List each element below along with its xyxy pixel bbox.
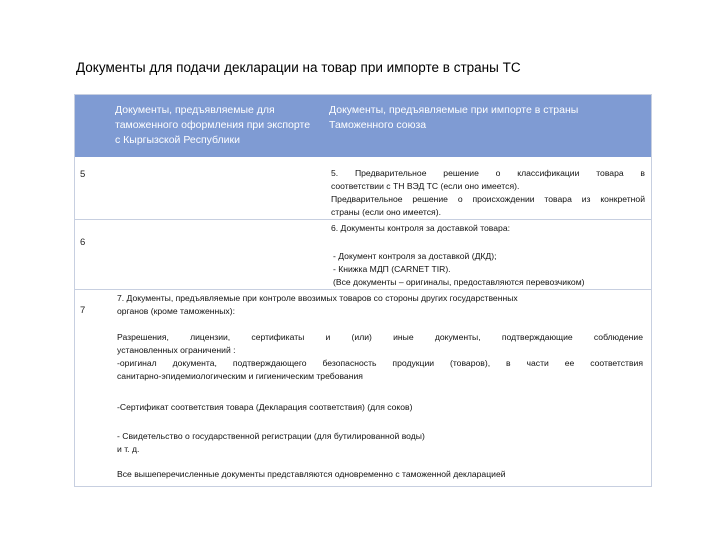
row7-para1-line3: -оригинал документа, подтверждающего безопасность продукции (товаров), в части ее соответствия <box>117 358 643 368</box>
row-divider <box>75 289 651 290</box>
row5-line3: Предварительное решение о происхождении товара из конкретной <box>331 194 645 204</box>
row-number-6: 6 <box>80 237 86 248</box>
documents-table <box>74 94 652 487</box>
table-header <box>75 95 651 157</box>
row7-heading-line2: органов (кроме таможенных): <box>117 306 235 316</box>
row7-para1-line4: санитарно-эпидемиологическим и гигиеническим требования <box>117 371 363 381</box>
row-divider <box>75 219 651 220</box>
row6-heading: 6. Документы контроля за доставкой товара: <box>331 223 511 233</box>
row-number-5: 5 <box>80 169 86 180</box>
row5-line1: 5. Предварительное решение о классификации товара в <box>331 168 645 178</box>
row5-line2: соответствии с ТН ВЭД ТС (если оно имеется). <box>331 181 520 191</box>
row7-para4: Все вышеперечисленные документы представляются одновременно с таможенной декларацией <box>117 469 506 479</box>
row7-para1-line2: установленных ограничений : <box>117 345 236 355</box>
row7-para3-line2: и т. д. <box>117 444 140 454</box>
row7-para1-line1: Разрешения, лицензии, сертификаты и (или) иные документы, подтверждающие соблюдение <box>117 332 643 342</box>
page-title: Документы для подачи декларации на товар при импорте в страны ТС <box>76 60 521 75</box>
row5-line4: страны (если оно имеется). <box>331 207 441 217</box>
row-number-7: 7 <box>80 305 86 316</box>
row6-note: (Все документы – оригиналы, предоставляются перевозчиком) <box>333 277 585 287</box>
row6-item1: - Документ контроля за доставкой (ДКД); <box>333 251 497 261</box>
header-import-column: Документы, предъявляемые при импорте в страны Таможенного союза <box>329 104 579 131</box>
row7-para2: -Сертификат соответствия товара (Декларация соответствия) (для соков) <box>117 402 413 412</box>
row6-item2: - Книжка МДП (CARNET TIR). <box>333 264 451 274</box>
row7-para3-line1: - Свидетельство о государственной регистрации (для бутилированной воды) <box>117 431 425 441</box>
row7-heading-line1: 7. Документы, предъявляемые при контроле ввозимых товаров со стороны других государственных <box>117 293 518 303</box>
header-export-column: Документы, предъявляемые для таможенного оформления при экспорте с Кыргызской Республики <box>115 104 311 146</box>
